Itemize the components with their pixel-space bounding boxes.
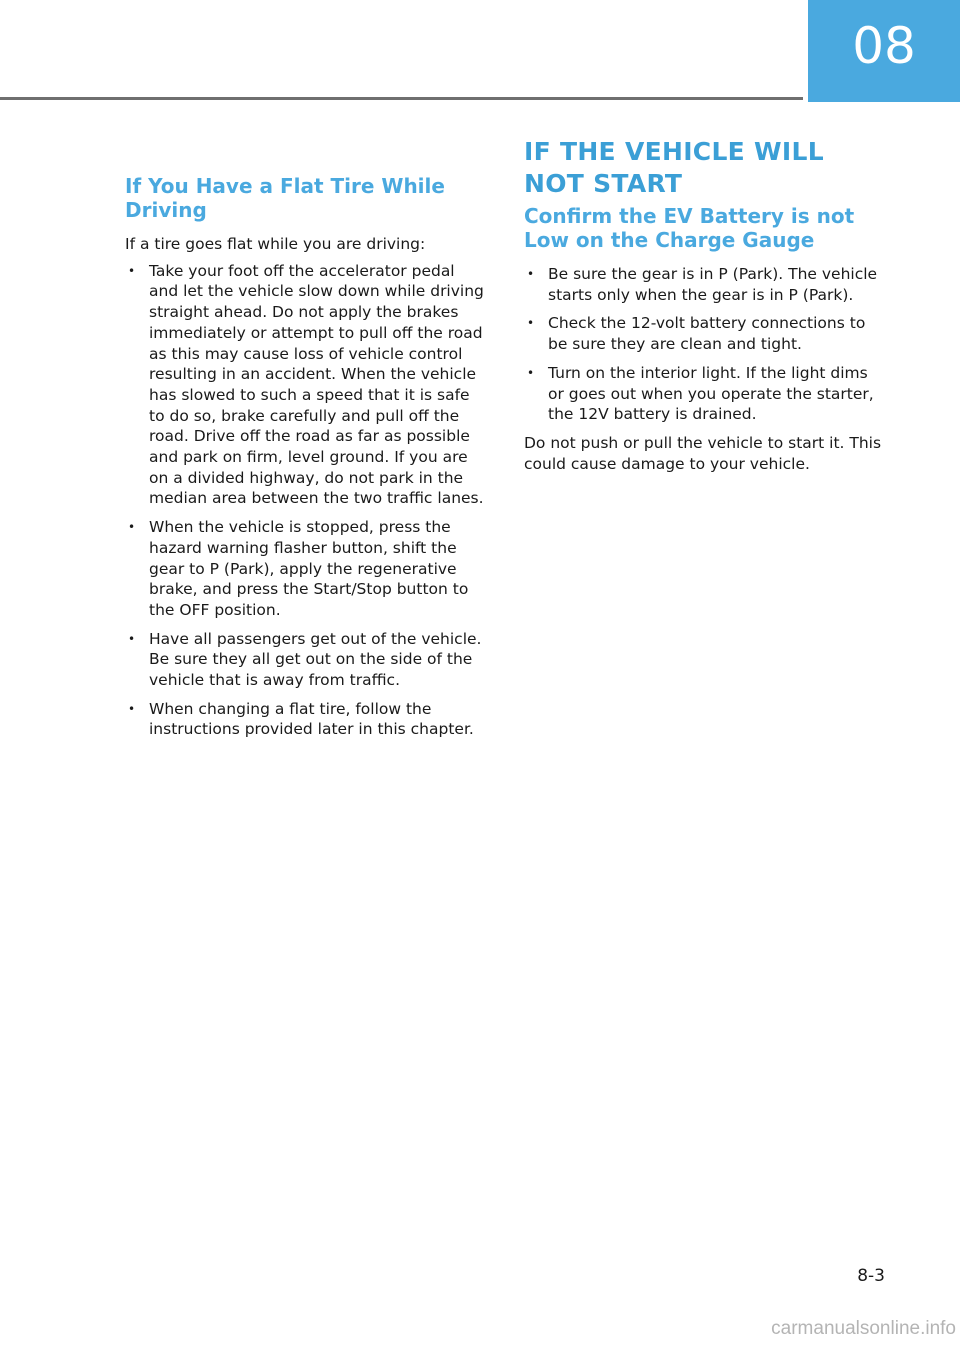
bullet-icon: • — [128, 520, 136, 535]
flat-tire-heading: If You Have a Flat Tire While Driving — [125, 174, 445, 222]
start-checks — [524, 264, 886, 425]
list-item — [524, 363, 886, 425]
list-item — [524, 313, 886, 354]
list-item-text: When the vehicle is stopped, press the hazard warning flasher button, shift the gear to P (Park), apply the regenerative brake, and press the Start/Stop button to the OFF position. — [149, 518, 469, 619]
right-column — [524, 136, 886, 480]
chapter-tab — [808, 0, 960, 102]
list-item — [524, 264, 886, 305]
list-item-text: Have all passengers get out of the vehicle. Be sure they all get out on the side of the vehicle that is away from traffic. — [149, 629, 482, 690]
bullet-icon: • — [527, 365, 535, 380]
list-item — [125, 629, 485, 691]
start-warning: Do not push or pull the vehicle to start it. This could cause damage to your vehicle. — [524, 433, 882, 473]
list-item — [125, 699, 485, 740]
list-item — [125, 261, 485, 509]
list-item-text: When changing a flat tire, follow the instructions provided later in this chapter. — [149, 699, 474, 739]
header-rule — [0, 97, 803, 100]
list-item-text: Turn on the interior light. If the light dims or goes out when you operate the starter, the 12V battery is drained. — [548, 363, 874, 424]
ev-battery-heading: Confirm the EV Battery is not Low on the Charge Gauge — [524, 204, 855, 252]
section-title: IF THE VEHICLE WILL NOT START — [524, 137, 824, 198]
page-number: 8-3 — [857, 1266, 885, 1286]
list-item-text: Be sure the gear is in P (Park). The vehicle starts only when the gear is in P (Park). — [548, 265, 878, 304]
bullet-icon: • — [527, 267, 535, 281]
flat-tire-steps — [125, 261, 485, 740]
chapter-number: 08 — [852, 17, 916, 75]
list-item-text: Check the 12-volt battery connections to be sure they are clean and tight. — [548, 314, 866, 354]
bullet-icon: • — [128, 701, 136, 716]
bullet-icon: • — [128, 263, 136, 278]
flat-tire-intro: If a tire goes flat while you are driving: — [125, 235, 426, 253]
left-column — [125, 174, 485, 748]
list-item-text: Take your foot off the accelerator pedal and let the vehicle slow down while driving straight ahead. Do not apply the brakes immediately or attempt to pull off the road as this may cause loss of vehicle control resulting in an accident. When the vehicle has slowed to such a speed that it is safe to do so, brake carefully and pull off the road. Drive off the road as far as possible and park on firm, level ground. If you are on a divided highway, do not park in the median area between the two traffic lanes. — [149, 261, 484, 508]
watermark: carmanualsonline.info — [771, 1318, 956, 1339]
list-item — [125, 517, 485, 621]
bullet-icon: • — [128, 631, 136, 646]
bullet-icon: • — [527, 316, 535, 331]
